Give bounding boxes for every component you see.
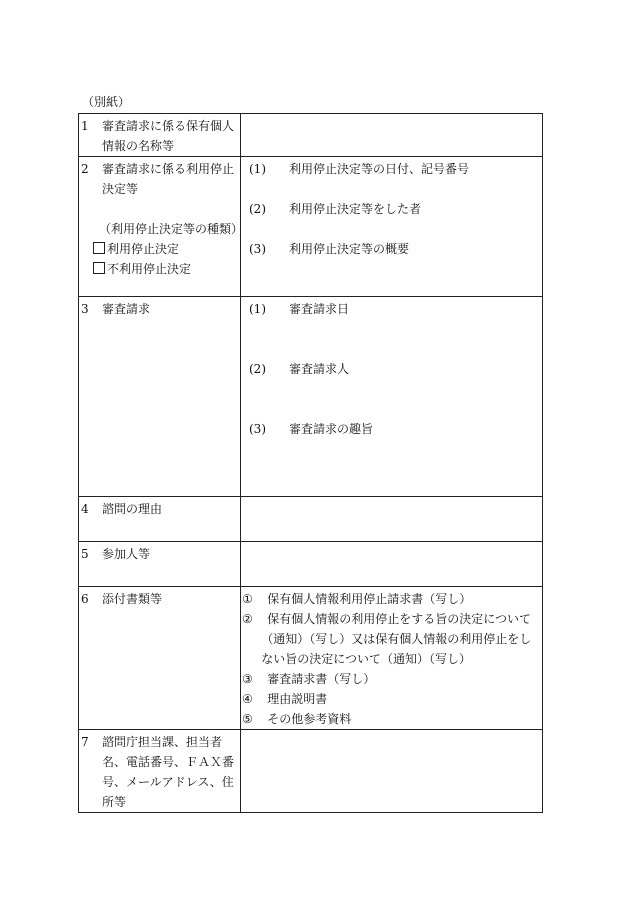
item-text: 利用停止決定等の概要 [289, 242, 410, 256]
row-number: 4 [81, 502, 89, 516]
table-row [79, 587, 543, 730]
item-number: (2) [249, 202, 266, 216]
table-row [79, 114, 543, 157]
list-item [249, 419, 540, 439]
list-item [242, 689, 540, 709]
table-row [79, 542, 543, 587]
list-item [249, 359, 540, 379]
item-number: ③ [242, 672, 253, 686]
row-label: 諮問庁担当課、担当者名、電話番号、ＦＡＸ番号、メールアドレス、住所等 [102, 735, 235, 809]
table-row [79, 730, 543, 813]
list-item [242, 609, 540, 669]
list-item [242, 709, 540, 729]
row-label: 参加人等 [102, 547, 151, 561]
item-number: ② [242, 612, 253, 626]
table-row [79, 497, 543, 542]
item-number: (1) [249, 162, 266, 176]
inquiry-form-table [78, 113, 543, 813]
row-label-cell [79, 297, 241, 497]
row-number: 7 [81, 735, 89, 749]
row-number: 6 [81, 592, 89, 606]
row-label-cell [79, 157, 244, 297]
row-value-cell [241, 587, 543, 730]
list-item [249, 239, 540, 259]
row-label: 審査請求に係る利用停止決定等 [102, 162, 235, 196]
item-text: 審査請求書（写し） [267, 672, 376, 686]
item-number: ④ [242, 692, 253, 706]
item-text: 保有個人情報利用停止請求書（写し） [267, 592, 472, 606]
item-number: (3) [249, 422, 266, 436]
attachment-caption: （別紙） [82, 95, 131, 109]
item-text: 理由説明書 [267, 692, 328, 706]
option-label: 利用停止決定 [107, 242, 180, 256]
row-number: 1 [81, 119, 89, 133]
item-text: 保有個人情報の利用停止をする旨の決定について（通知）（写し）又は保有個人情報の利用停止をしない旨の決定について（通知）（写し） [261, 612, 532, 666]
row-label: 審査請求に係る保有個人情報の名称等 [102, 119, 235, 153]
row-value-cell [241, 730, 543, 813]
list-item [242, 669, 540, 689]
row-number: 5 [81, 547, 89, 561]
checkbox-option[interactable] [81, 239, 239, 259]
item-number: ⑤ [242, 712, 253, 726]
row-label-cell [79, 587, 241, 730]
row-label-cell [79, 497, 241, 542]
row-label-cell [79, 542, 241, 587]
row-label-cell [79, 114, 241, 157]
table-row [79, 157, 543, 297]
table-row [79, 297, 543, 497]
item-number: (3) [249, 242, 266, 256]
row-value-cell [241, 497, 543, 542]
row-value-cell [241, 542, 543, 587]
row-value-cell [241, 157, 543, 297]
item-number: (2) [249, 362, 266, 376]
item-text: 利用停止決定等をした者 [289, 202, 422, 216]
list-item [249, 199, 540, 219]
item-text: 利用停止決定等の日付、記号番号 [289, 162, 470, 176]
item-text: その他参考資料 [267, 712, 352, 726]
list-item [242, 589, 540, 609]
checkbox-icon[interactable] [93, 262, 105, 274]
item-number: (1) [249, 302, 266, 316]
item-text: 審査請求人 [289, 362, 350, 376]
row-label: 添付書類等 [102, 592, 163, 606]
row-value-cell [241, 114, 543, 157]
checkbox-option[interactable] [81, 259, 239, 279]
row-label: 審査請求 [102, 302, 151, 316]
row-number: 2 [81, 162, 89, 176]
item-text: 審査請求の趣旨 [289, 422, 374, 436]
list-item [249, 299, 540, 319]
checkbox-icon[interactable] [93, 242, 105, 254]
row-number: 3 [81, 302, 89, 316]
option-label: 不利用停止決定 [107, 262, 192, 276]
decision-type-label: （利用停止決定等の種類） [99, 222, 244, 236]
list-item [249, 159, 540, 179]
row-label-cell [79, 730, 241, 813]
row-value-cell [241, 297, 543, 497]
row-label: 諮問の理由 [102, 502, 163, 516]
item-text: 審査請求日 [289, 302, 350, 316]
item-number: ① [242, 592, 253, 606]
